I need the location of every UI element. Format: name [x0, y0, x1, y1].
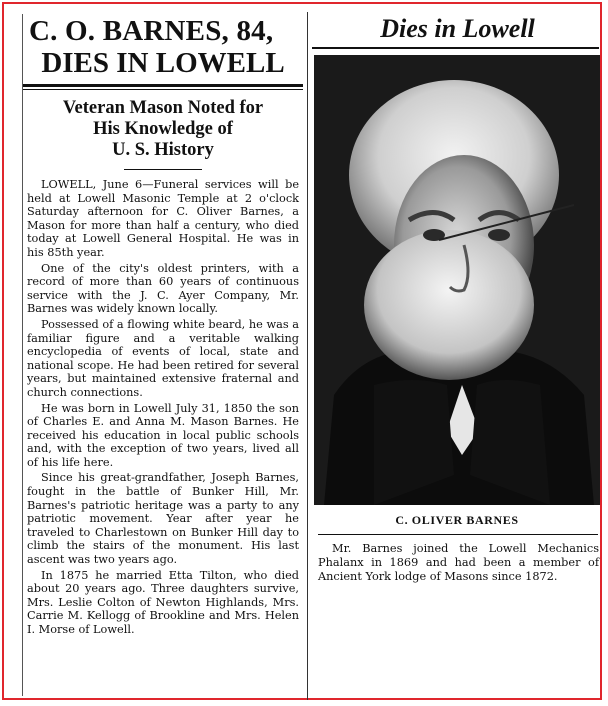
subhead-line-1: Veteran Mason Noted for	[62, 98, 264, 118]
photo-section-title: Dies in Lowell	[380, 14, 535, 43]
headline-rule-thin	[23, 89, 303, 90]
column-divider	[307, 12, 308, 700]
headline-line-1: C. O. BARNES, 84,	[29, 15, 274, 47]
portrait-illustration	[314, 55, 600, 505]
subhead-line-3: U. S. History	[112, 140, 214, 160]
article-column	[23, 10, 303, 639]
subhead-rule	[124, 169, 202, 170]
subhead-line-2: His Knowledge of	[93, 119, 233, 139]
portrait-photo	[314, 55, 600, 505]
headline-line-2: DIES IN LOWELL	[41, 47, 285, 79]
subheadline	[23, 98, 303, 161]
article-body	[27, 178, 299, 637]
article-paragraph: LOWELL, June 6—Funeral services will be held at Lowell Masonic Temple at 2 o'clock Saturday afternoon for C. Oliver Barnes, a Mason for more than half a century, who died today at Lowell General Hospital. He was in his 85th year.	[27, 178, 299, 259]
article-paragraph: One of the city's oldest printers, with a record of more than 60 years of continuous service with the J. C. Ayer Company, Mr. Barnes was widely known locally.	[27, 261, 299, 316]
photo-caption: C. OLIVER BARNES	[395, 513, 519, 527]
caption-rule	[318, 534, 598, 535]
article-paragraph: Since his great-grandfather, Joseph Barnes, fought in the battle of Bunker Hill, Mr. Barnes's patriotic heritage was a party to any patriotic movement. Year after year he traveled to Charlestown on Bunker Hill day to climb the stairs of the monument. His last ascent was two years ago.	[27, 471, 299, 567]
article-paragraph: He was born in Lowell July 31, 1850 the son of Charles E. and Anna M. Mason Barnes. He received his education in local public schools and, with the exception of two years, lived all of his life here.	[27, 401, 299, 469]
caption-text: Mr. Barnes joined the Lowell Mechanics Phalanx in 1869 and had been a member of Ancient York lodge of Masons since 1872.	[318, 542, 599, 584]
photo-title-rule	[312, 47, 599, 49]
headline-rule-heavy	[23, 84, 303, 87]
article-paragraph: In 1875 he married Etta Tilton, who died about 20 years ago. Three daughters survive, Mrs. Leslie Colton of Newton Highlands, Mrs. Carrie M. Kellogg of Brookline and Mrs. Helen I. Morse of Lowell.	[27, 568, 299, 636]
article-paragraph: Possessed of a flowing white beard, he was a familiar figure and a veritable walking encyclopedia of events of local, state and national scope. He had been retired for several years, but maintained extensive fraternal and church connections.	[27, 317, 299, 399]
